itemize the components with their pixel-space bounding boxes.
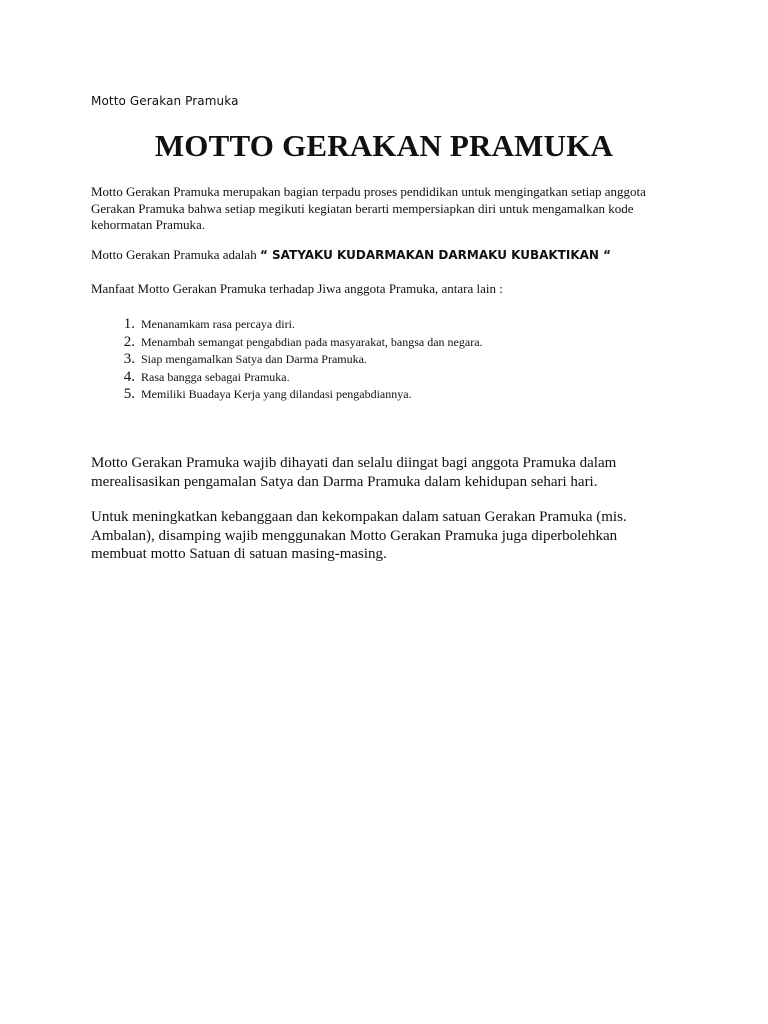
intro-paragraph: Motto Gerakan Pramuka merupakan bagian terpadu proses pendidikan untuk mengingatkan setiap anggota Gerakan Pramuka bahwa setiap megikuti kegiatan berarti mempersiapkan diri untuk mengamalkan kode kehormatan Pramuka. <box>91 184 646 232</box>
benefits-list <box>91 315 483 403</box>
document-header: Motto Gerakan Pramuka <box>91 94 239 108</box>
page-title: MOTTO GERAKAN PRAMUKA <box>154 128 614 163</box>
body-paragraph-1: Motto Gerakan Pramuka wajib dihayati dan selalu diingat bagi anggota Pramuka dalam merealisasikan pengamalan Satya dan Darma Pramuka dalam kehidupan sehari hari. <box>91 455 617 490</box>
list-item-number: 1. <box>123 316 135 332</box>
list-item-text: Rasa bangga sebagai Pramuka. <box>141 369 290 384</box>
list-item <box>91 333 483 351</box>
body-paragraph-2: Untuk meningkatkan kebanggaan dan kekompakan dalam satuan Gerakan Pramuka (mis. Ambalan), disamping wajib menggunakan Motto Gerakan Pramuka juga diperbolehkan membuat motto Satuan di satuan masing-masing. <box>91 509 627 562</box>
motto-line <box>91 247 611 263</box>
benefits-intro: Manfaat Motto Gerakan Pramuka terhadap Jiwa anggota Pramuka, antara lain : <box>91 281 503 296</box>
list-item <box>91 350 483 368</box>
motto-prefix: Motto Gerakan Pramuka adalah <box>91 247 260 262</box>
list-item-number: 4. <box>123 368 135 385</box>
list-item-text: Menanamkam rasa percaya diri. <box>141 317 295 331</box>
list-item <box>91 315 483 333</box>
motto-text: “ SATYAKU KUDARMAKAN DARMAKU KUBAKTIKAN “ <box>259 248 612 262</box>
list-item-text: Menambah semangat pengabdian pada masyarakat, bangsa dan negara. <box>141 334 483 349</box>
list-item-number: 2. <box>123 333 135 350</box>
list-item-number: 3. <box>123 351 135 367</box>
list-item <box>91 368 483 386</box>
list-item <box>91 385 483 403</box>
list-item-text: Memiliki Buadaya Kerja yang dilandasi pengabdiannya. <box>141 387 412 401</box>
list-item-number: 5. <box>123 386 135 402</box>
list-item-text: Siap mengamalkan Satya dan Darma Pramuka. <box>141 352 367 366</box>
